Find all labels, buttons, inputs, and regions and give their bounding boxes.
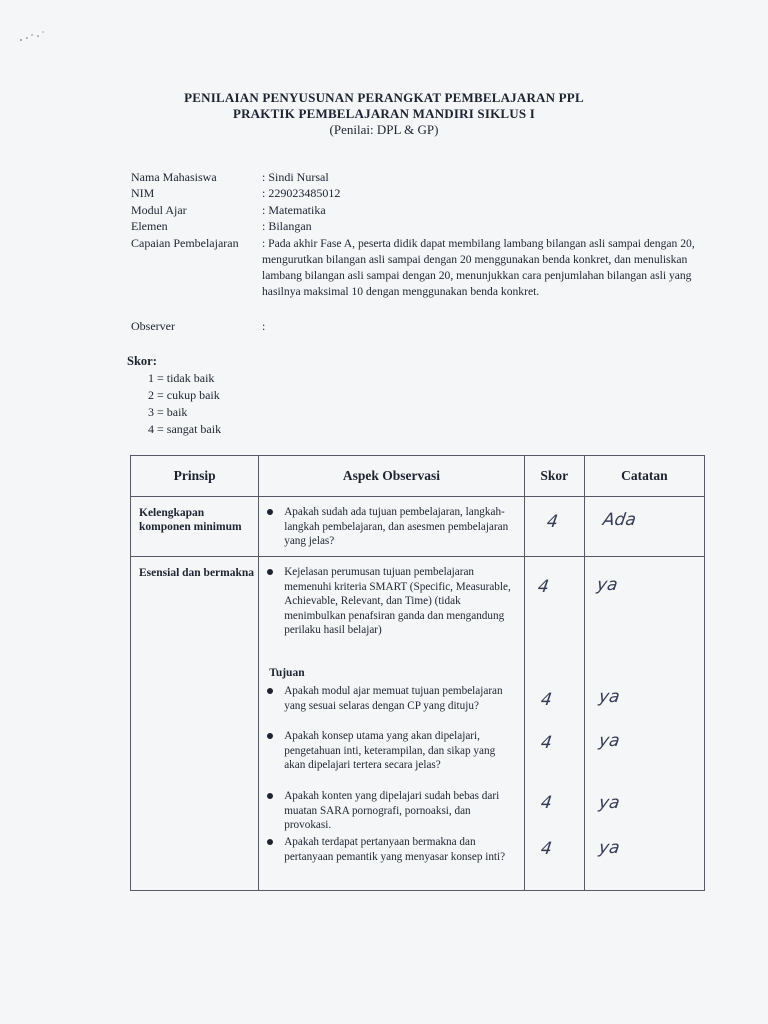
header-prinsip: Prinsip [131, 456, 259, 497]
aspek-item: Apakah konten yang dipelajari sudah bebas dari muatan SARA pornografi, pornoaksi, dan provokasi. [267, 789, 517, 833]
label-modul: Modul Ajar [131, 203, 187, 217]
handwritten-score: 4 [539, 839, 553, 859]
handwritten-note: ya [595, 575, 619, 595]
scan-speck-marks [18, 30, 48, 44]
handwritten-score: 4 [539, 793, 553, 813]
skor-item: 2 = cukup baik [148, 388, 220, 402]
value-capaian: : Pada akhir Fase A, peserta didik dapat membilang lambang bilangan asli sampai dengan 20, mengurutkan bilangan asli sampai dengan 20 menggunakan benda konkret, dan menuliskan lambang bilangan asli sampai dengan 20, menunjukkan cara penjumlahan bilangan asli yang hasilnya maksimal 10 dengan menggunakan benda konkret. [262, 237, 695, 298]
observation-table [130, 455, 705, 891]
aspek-cell [259, 497, 524, 557]
handwritten-score: 4 [545, 512, 559, 532]
label-nim: NIM [131, 186, 155, 200]
value-elemen: : Bilangan [262, 219, 312, 233]
skor-cell [524, 557, 584, 891]
handwritten-score: 4 [539, 733, 553, 753]
value-modul: : Matematika [262, 203, 326, 217]
handwritten-note: ya [597, 687, 621, 707]
handwritten-note: Ada [601, 510, 638, 530]
header-catatan: Catatan [584, 456, 704, 497]
label-observer: Observer [131, 319, 175, 333]
value-nim: : 229023485012 [262, 186, 341, 200]
aspek-item: Kejelasan perumusan tujuan pembelajaran memenuhi kriteria SMART (Specific, Measurable, Achievable, Relevant, dan Time) (tidak menimbulkan penafsiran ganda dan mengandung perilaku hasil belajar) [267, 565, 517, 638]
aspek-cell [259, 557, 524, 891]
skor-item: 3 = baik [148, 405, 188, 419]
handwritten-note: ya [597, 838, 621, 858]
header-skor: Skor [524, 456, 584, 497]
aspek-item: Apakah terdapat pertanyaan bermakna dan pertanyaan pemantik yang menyasar konsep inti? [267, 835, 517, 864]
handwritten-note: ya [597, 793, 621, 813]
handwritten-note: ya [597, 731, 621, 751]
skor-item: 1 = tidak baik [148, 371, 215, 385]
doc-title-line1: PENILAIAN PENYUSUNAN PERANGKAT PEMBELAJARAN PPL [184, 90, 584, 105]
table-row [131, 497, 705, 557]
value-nama: : Sindi Nursal [262, 170, 329, 184]
table-row [131, 557, 705, 891]
aspek-item: Apakah sudah ada tujuan pembelajaran, langkah-langkah pembelajaran, dan asesmen pembelajaran yang jelas? [267, 505, 517, 549]
prinsip-cell: Esensial dan bermakna [131, 557, 259, 891]
skor-cell [524, 497, 584, 557]
doc-title-line2: PRAKTIK PEMBELAJARAN MANDIRI SIKLUS I [232, 106, 536, 121]
aspek-item: Apakah konsep utama yang akan dipelajari, pengetahuan inti, keterampilan, dan sikap yang akan dipelajari tertera secara jelas? [267, 729, 517, 773]
skor-heading: Skor: [127, 354, 157, 368]
handwritten-score: 4 [539, 690, 553, 710]
handwritten-score: 4 [536, 577, 550, 597]
subheading-tujuan: Tujuan [269, 667, 305, 679]
value-observer: : [262, 319, 266, 333]
aspek-item: Apakah modul ajar memuat tujuan pembelajaran yang sesuai selaras dengan CP yang dituju? [267, 684, 517, 713]
table-header-row [131, 456, 705, 497]
label-nama: Nama Mahasiswa [131, 170, 217, 184]
label-elemen: Elemen [131, 219, 168, 233]
catatan-cell [584, 557, 704, 891]
prinsip-cell: Kelengkapan komponen minimum [131, 497, 259, 557]
doc-title-line3: (Penilai: DPL & GP) [329, 122, 439, 137]
label-capaian: Capaian Pembelajaran [131, 236, 239, 250]
header-aspek: Aspek Observasi [259, 456, 524, 497]
skor-item: 4 = sangat baik [148, 422, 222, 436]
catatan-cell [584, 497, 704, 557]
